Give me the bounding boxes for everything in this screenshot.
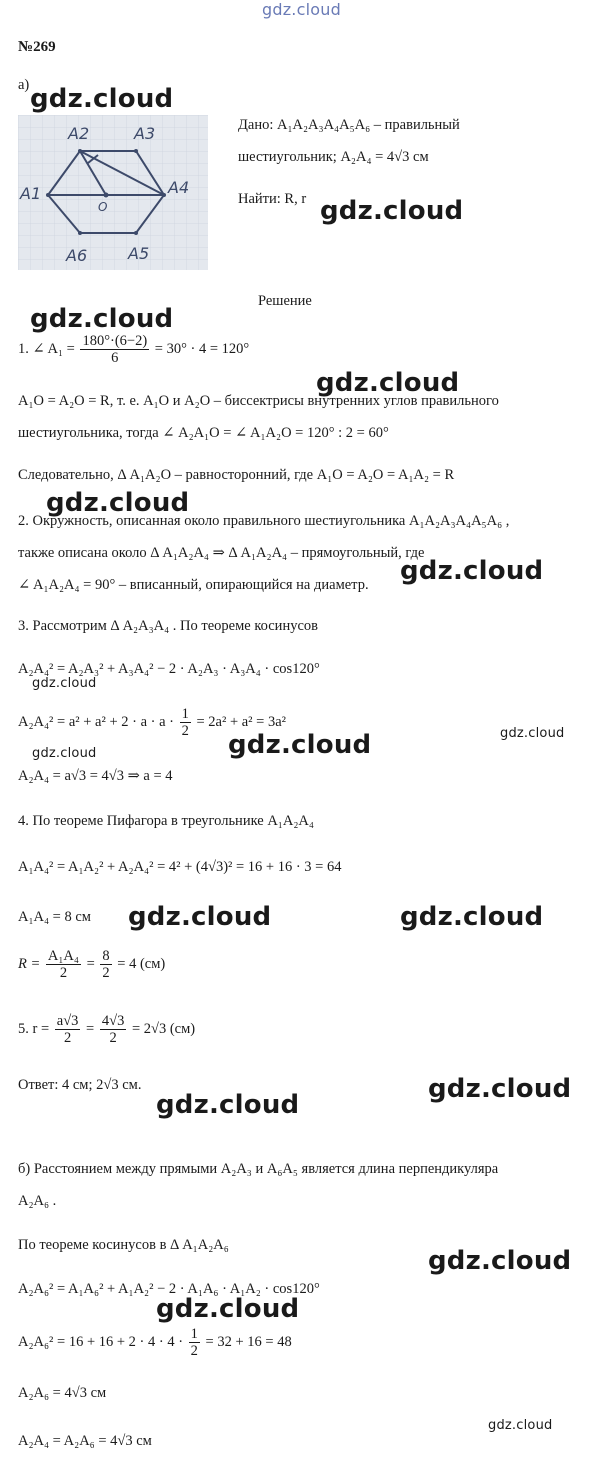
label-a5: A5 — [128, 244, 150, 263]
watermark-top: gdz.cloud — [262, 0, 341, 19]
step-5-rhs: = 2√3 (см) — [131, 1020, 196, 1037]
radius-num-1: A₁A₄ — [47, 948, 79, 964]
step-3-fraction — [180, 706, 191, 739]
hexagon-diagram — [18, 115, 208, 270]
step-5-lhs: 5. r = — [18, 1020, 50, 1037]
watermark: gdz.cloud — [428, 1074, 572, 1104]
part-b-line-3: По теореме косинусов в Δ A₁A₂A₆ — [18, 1237, 229, 1253]
label-a6: A6 — [66, 246, 88, 265]
step-3-line-b: A₂A₄² = A₂A₃² + A₃A₄² − 2 · A₂A₃ · A₃A₄ · cos120° — [18, 661, 320, 677]
radius-rhs: = 4 (см) — [117, 955, 166, 972]
step-5-formula: 5. r = $\frac{a√3}{2}$ = $\frac{4√3}{2}$ = 2√3 (см) — [18, 1013, 196, 1046]
step-5-den-2: 2 — [109, 1030, 117, 1046]
part-b-line-6: A₂A₆ = 4√3 см — [18, 1385, 107, 1401]
step-5-fraction-1 — [55, 1013, 81, 1046]
step-3-lhs: A₂A₄² = a² + a² + 2 · a · a · — [18, 713, 174, 730]
part-b-line-4: A₂A₆² = A₁A₆² + A₁A₂² − 2 · A₁A₆ · A₁A₂ · cos120° — [18, 1281, 320, 1297]
watermark: gdz.cloud — [488, 1418, 553, 1433]
step-3-num: 1 — [181, 706, 189, 722]
label-a3: A3 — [134, 124, 156, 143]
label-a4: A4 — [168, 178, 190, 197]
step-4-line-c: A₁A₄ = 8 см — [18, 909, 91, 925]
step-1-line-d: Следовательно, Δ A₁A₂O – равносторонний, где A₁O = A₂O = A₁A₂ = R — [18, 467, 455, 483]
part-b-line-5 — [18, 1326, 292, 1359]
watermark: gdz.cloud — [428, 1246, 572, 1276]
step-1-num: 180°·(6−2) — [82, 333, 148, 349]
step-1-lhs: 1. ∠ A₁ = — [18, 340, 75, 357]
step-4-radius: R = $\frac{\text{A₁A₄}}{2}$ = $\frac{8}{2}$ = 4 (см) — [18, 948, 166, 981]
step-3-line-d: A₂A₄ = a√3 = 4√3 ⇒ a = 4 — [18, 768, 173, 784]
given-line-2: шестиугольник; A₂A₄ = 4√3 см — [238, 149, 429, 165]
watermark: gdz.cloud — [32, 676, 97, 691]
radius-lhs: R = — [18, 955, 41, 972]
part-a-label: а) — [18, 77, 30, 93]
step-1-den: 6 — [111, 350, 119, 366]
label-o: O — [98, 200, 108, 214]
part-b-rhs: = 32 + 16 = 48 — [205, 1333, 292, 1350]
step-5-num-1: a√3 — [56, 1013, 79, 1029]
step-1-fraction — [80, 333, 149, 366]
watermark: gdz.cloud — [156, 1294, 300, 1324]
step-1-line-c: шестиугольника, тогда ∠ A₂A₁O = ∠ A₁A₂O = 120° : 2 = 60° — [18, 425, 389, 441]
radius-num-2: 8 — [102, 948, 110, 964]
watermark: gdz.cloud — [228, 730, 372, 760]
step-5-den-1: 2 — [63, 1030, 72, 1046]
step-2-line-b: также описана около Δ A₁A₂A₄ ⇒ Δ A₁A₂A₄ – прямоугольный, где — [18, 545, 425, 561]
radius-fraction-1 — [46, 948, 81, 981]
watermark: gdz.cloud — [400, 902, 544, 932]
label-a1: A1 — [20, 184, 42, 203]
radius-den-1: 2 — [59, 965, 68, 981]
problem-number: №269 — [18, 39, 56, 55]
part-b-lhs: A₂A₆² = 16 + 16 + 2 · 4 · 4 · — [18, 1333, 184, 1350]
part-b-line-1: б) Расстоянием между прямыми A₂A₃ и A₆A₅ является длина перпендикуляра — [18, 1161, 499, 1177]
step-5-fraction-2 — [100, 1013, 126, 1046]
step-5-num-2: 4√3 — [101, 1013, 125, 1029]
hexagon-figure — [18, 115, 208, 270]
watermark: gdz.cloud — [30, 84, 174, 114]
step-2-line-c: ∠ A₁A₂A₄ = 90° – вписанный, опирающийся на диаметр. — [18, 577, 369, 593]
step-4-line-a: 4. По теореме Пифагора в треугольнике A₁A₂A₄ — [18, 813, 314, 829]
part-b-den: 2 — [190, 1343, 198, 1359]
given-line-1: Дано: A₁A₂A₃A₄A₅A₆ – правильный — [238, 117, 460, 133]
step-1-line-b: A₁O = A₂O = R, т. е. A₁O и A₂O – биссектрисы внутренних углов правильного — [18, 393, 499, 409]
watermark: gdz.cloud — [400, 556, 544, 586]
step-3-rhs: = 2a² + a² = 3a² — [196, 713, 286, 730]
step-3-line-a: 3. Рассмотрим Δ A₂A₃A₄ . По теореме косинусов — [18, 618, 318, 634]
step-2-line-a: 2. Окружность, описанная около правильного шестиугольника A₁A₂A₃A₄A₅A₆ , — [18, 513, 510, 529]
part-b-num: 1 — [190, 1326, 198, 1342]
watermark: gdz.cloud — [32, 746, 97, 761]
step-1-rhs: = 30° · 4 = 120° — [154, 340, 250, 357]
label-a2: A2 — [68, 124, 90, 143]
watermark: gdz.cloud — [46, 488, 190, 518]
step-4-line-b: A₁A₄² = A₁A₂² + A₂A₄² = 4² + (4√3)² = 16 + 16 · 3 = 64 — [18, 859, 342, 875]
part-b-line-7: A₂A₄ = A₂A₆ = 4√3 см — [18, 1433, 152, 1449]
step-1-formula — [18, 333, 249, 366]
answer-line: Ответ: 4 см; 2√3 см. — [18, 1077, 142, 1093]
solution-heading: Решение — [258, 293, 312, 309]
watermark: gdz.cloud — [320, 196, 464, 226]
watermark: gdz.cloud — [156, 1090, 300, 1120]
radius-den-2: 2 — [102, 965, 110, 981]
part-b-fraction — [189, 1326, 200, 1359]
step-3-den: 2 — [181, 723, 189, 739]
part-b-line-2: A₂A₆ . — [18, 1193, 57, 1209]
radius-fraction-2 — [100, 948, 111, 981]
watermark: gdz.cloud — [30, 304, 174, 334]
find-line: Найти: R, r — [238, 191, 307, 207]
watermark: gdz.cloud — [316, 368, 460, 398]
watermark: gdz.cloud — [128, 902, 272, 932]
watermark: gdz.cloud — [500, 726, 565, 741]
